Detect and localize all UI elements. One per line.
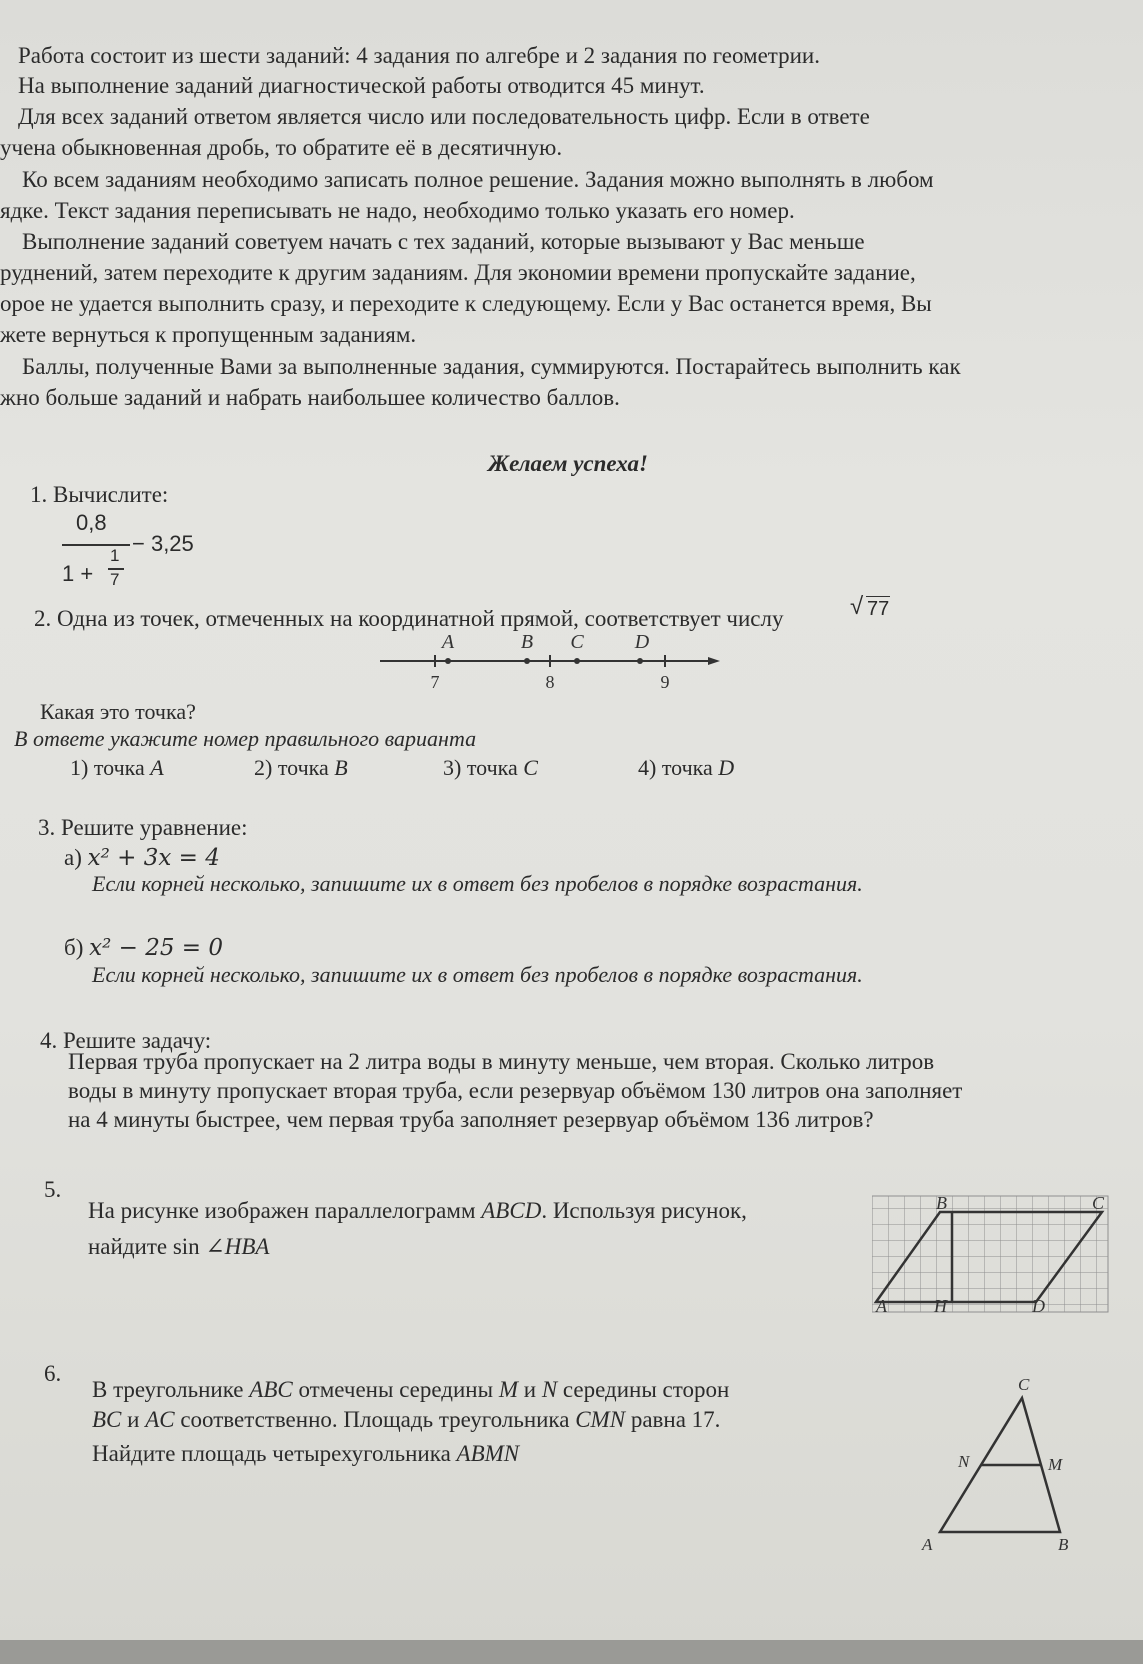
intro-paragraph-6-line-2: жно больше заданий и набрать наибольшее количество баллов. [0, 385, 620, 410]
task-6-line-1 [92, 1376, 729, 1404]
tri-label-n: N [958, 1452, 970, 1471]
tri-label-m: M [1048, 1455, 1063, 1474]
task-5-line-1-var: ABCD [481, 1198, 542, 1223]
photo-bottom-edge [0, 1640, 1143, 1664]
t6-l1-c: и [518, 1377, 542, 1402]
t6-l1-v1: ABC [249, 1377, 293, 1402]
task-6-line-3 [92, 1440, 519, 1468]
point-d [637, 658, 643, 664]
task-5-line-2-var: ∠HBA [205, 1234, 270, 1259]
option-2-var: B [334, 755, 348, 780]
option-4-text: 4) точка [638, 755, 719, 780]
task-3b-equation [64, 934, 223, 962]
t6-l3-v: ABMN [456, 1441, 520, 1466]
task-4-line-3: на 4 минуты быстрее, чем первая труба заполняет резервуар объёмом 136 литров? [68, 1107, 874, 1132]
good-luck-heading: Желаем успеха! [488, 451, 648, 476]
task-6-line-2 [92, 1406, 720, 1434]
option-2-text: 2) точка [254, 755, 335, 780]
task-4-line-2: воды в минуту пропускает вторая труба, если резервуар объёмом 130 литров она заполняет [68, 1078, 963, 1103]
t6-l2-a: и [121, 1407, 146, 1432]
t6-l2-b: соответственно. Площадь треугольника [174, 1407, 576, 1432]
intro-paragraph-6-line-1: Баллы, полученные Вами за выполненные задания, суммируются. Постарайтесь выполнить как [22, 354, 961, 379]
option-4-var: D [718, 755, 735, 780]
option-3-var: C [523, 755, 538, 780]
intro-paragraph-2: На выполнение заданий диагностической работы отводится 45 минут. [18, 73, 705, 98]
t6-l3-a: Найдите площадь четырехугольника [92, 1441, 457, 1466]
task-3a-hint: Если корней несколько, запишите их в ответ без пробелов в порядке возрастания. [92, 871, 863, 896]
parallelogram-figure [872, 1192, 1110, 1314]
intro-paragraph-5-line-1: Выполнение заданий советуем начать с тех заданий, которые вызывают у Вас меньше [22, 229, 865, 254]
tri-label-c: C [1018, 1375, 1030, 1394]
task-5-line-1-end: . Используя рисунок, [541, 1198, 747, 1223]
intro-paragraph-4-line-2: ядке. Текст задания переписывать не надо, необходимо только указать его номер. [0, 198, 795, 223]
task-3b-hint: Если корней несколько, запишите их в ответ без пробелов в порядке возрастания. [92, 962, 863, 987]
t6-l1-b: отмечены середины [292, 1377, 499, 1402]
t6-l1-v2: M [498, 1377, 518, 1402]
task-3a-prefix: а) [64, 845, 88, 870]
t6-l2-c: равна 17. [625, 1407, 721, 1432]
label-h: H [934, 1296, 947, 1314]
intro-paragraph-1: Работа состоит из шести заданий: 4 задания по алгебре и 2 задания по геометрии. [18, 43, 820, 68]
task-2-option-2 [254, 754, 348, 782]
sqrt-argument: 77 [867, 598, 890, 620]
task-1-numerator: 0,8 [76, 510, 107, 535]
intro-paragraph-4-line-1: Ко всем заданиям необходимо записать полное решение. Задания можно выполнять в любом [22, 167, 934, 192]
intro-paragraph-5-line-4: жете вернуться к пропущенным заданиям. [0, 322, 417, 347]
point-b-label: B [520, 631, 534, 653]
intro-paragraph-3-line-1: Для всех заданий ответом является число или последовательность цифр. Если в ответе [18, 104, 870, 129]
task-5-number: 5. [44, 1177, 62, 1202]
task-6-number: 6. [44, 1361, 62, 1386]
number-line [370, 630, 730, 690]
point-b [524, 658, 530, 664]
t6-l1-d: середины сторон [557, 1377, 730, 1402]
number-line-arrow [708, 657, 720, 665]
tick-7-label: 7 [430, 672, 440, 690]
t6-l1-v3: N [541, 1377, 558, 1402]
task-4-label: 4. Решите задачу: [40, 1028, 212, 1053]
point-c [574, 658, 580, 664]
intro-paragraph-5-line-2: руднений, затем переходите к другим заданиям. Для экономии времени пропускайте задание, [0, 260, 916, 285]
task-5-line-1 [88, 1197, 747, 1225]
option-1-var: A [150, 755, 164, 780]
label-d: D [1032, 1296, 1045, 1314]
task-3a-formula: x² + 3x = 4 [87, 845, 220, 871]
label-c: C [1092, 1193, 1105, 1213]
task-5-line-2 [88, 1233, 269, 1261]
task-3b-prefix: б) [64, 935, 90, 960]
task-1-denominator-whole: 1 + [62, 561, 94, 586]
point-a [445, 658, 451, 664]
triangle-figure [910, 1370, 1080, 1556]
point-a-label: A [441, 631, 455, 653]
t6-l2-v2: AC [145, 1407, 175, 1432]
tri-label-a: A [922, 1535, 933, 1554]
task-1-inner-numerator: 1 [110, 546, 120, 565]
task-3a-equation [64, 844, 220, 872]
intro-paragraph-5-line-3: орое не удается выполнить сразу, и переходите к следующему. Если у Вас останется время, Вы [0, 291, 932, 316]
task-3b-formula: x² − 25 = 0 [89, 935, 224, 961]
intro-paragraph-3-line-2: учена обыкновенная дробь, то обратите её в десятичную. [0, 135, 563, 160]
task-2-label: 2. Одна из точек, отмеченных на координатной прямой, соответствует числу [34, 606, 784, 631]
t6-l2-v1: BC [92, 1407, 122, 1432]
task-1-inner-denominator: 7 [110, 570, 120, 589]
option-1-text: 1) точка [70, 755, 151, 780]
point-d-label: D [634, 631, 650, 653]
task-1-label: 1. Вычислите: [30, 482, 169, 507]
t6-l1-a: В треугольнике [92, 1377, 250, 1402]
label-a: A [876, 1296, 887, 1314]
point-c-label: C [570, 631, 584, 653]
task-4-line-1: Первая труба пропускает на 2 литра воды в минуту меньше, чем вторая. Сколько литров [68, 1049, 935, 1074]
task-2-option-3 [443, 754, 538, 782]
label-b: B [936, 1193, 947, 1213]
task-2-option-1 [70, 754, 164, 782]
task-2-option-4 [638, 754, 734, 782]
task-1-minus-term: − 3,25 [132, 531, 194, 556]
task-3-label: 3. Решите уравнение: [38, 815, 248, 840]
task-1-fraction-bar [62, 544, 130, 546]
task-2-question: Какая это точка? [40, 699, 196, 724]
task-2-hint: В ответе укажите номер правильного варианта [14, 726, 477, 751]
task-5-line-1-text: На рисунке изображен параллелограмм [88, 1198, 482, 1223]
tick-9-label: 9 [660, 672, 670, 690]
t6-l2-v3: CMN [575, 1407, 626, 1432]
tri-label-b: B [1058, 1535, 1069, 1554]
option-3-text: 3) точка [443, 755, 524, 780]
sqrt-sign: √ [850, 593, 864, 620]
tick-8-label: 8 [545, 672, 555, 690]
task-5-line-2-text: найдите sin [88, 1234, 206, 1259]
